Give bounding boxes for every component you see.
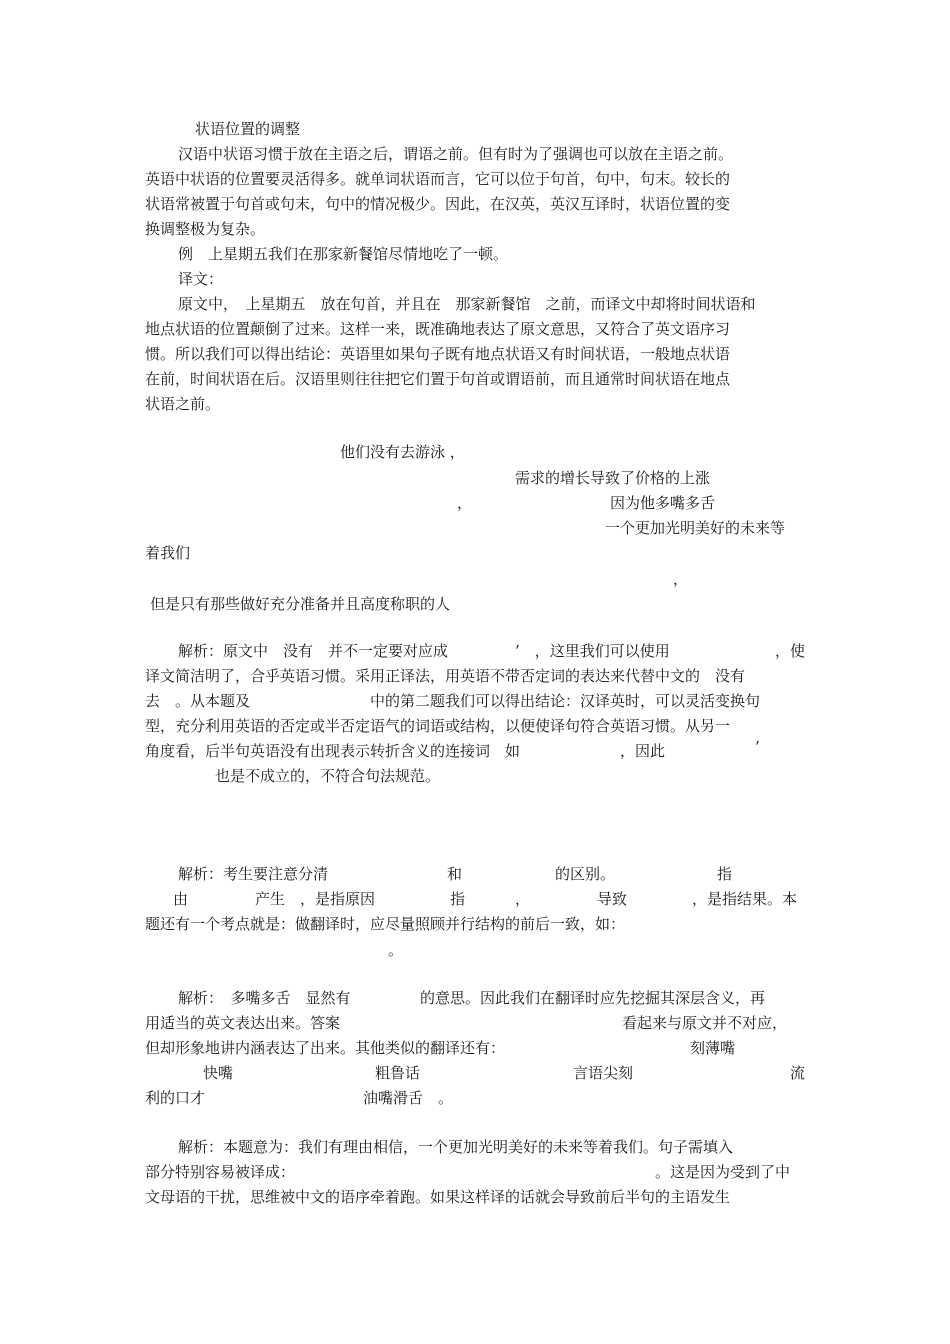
- translation-label: 译文：: [178, 270, 224, 288]
- analysis3-line-1d: 指: [717, 865, 733, 883]
- analysis3-line-2a: 由: [173, 890, 189, 908]
- analysis2-line-1c: ，使: [775, 642, 806, 660]
- analysis1-line-1: 原文中， 上星期五 放在句首，并且在 那家新餐馆 之前，而译文中却将时间状语和: [178, 295, 756, 313]
- analysis3-line-2d: ，: [515, 890, 531, 908]
- analysis4-line-4c: 言语尖刻: [573, 1064, 634, 1082]
- analysis1-line-3: 惯。所以我们可以得出结论：英语里如果句子既有地点状语又有时间状语，一般地点状语: [145, 345, 731, 363]
- analysis4-line-2b: 看起来与原文并不对应，: [622, 1014, 788, 1032]
- analysis1-line-4: 在前，时间状语在后。汉语里则往往把它们置于句首或谓语前，而且通常时间状语在地点: [145, 370, 731, 388]
- intro-line-3: 状语常被置于句首或句末，句中的情况极少。因此，在汉英，英汉互译时，状语位置的变: [145, 195, 731, 213]
- exercise-1: 他们没有去游泳 ，: [340, 443, 465, 461]
- exercise-5-comma: ，: [673, 570, 689, 588]
- exercise-3-comma: ，: [457, 494, 473, 512]
- exercise-4-part-2: 着我们: [145, 544, 191, 562]
- analysis2-line-3a: 去 。从本题及: [145, 692, 251, 710]
- analysis3-line-4: 。: [388, 941, 404, 959]
- analysis4-line-1a: 解析： 多嘴多舌 显然有: [178, 989, 351, 1007]
- analysis4-line-3a: 但却形象地讲内涵表达了出来。其他类似的翻译还有：: [145, 1039, 506, 1057]
- analysis2-line-2: 译文简洁明了，合乎英语习惯。采用正译法，用英语不带否定词的表达来代替中文的 没有: [145, 667, 746, 685]
- intro-line-1: 汉语中状语习惯于放在主语之后，谓语之前。但有时为了强调也可以放在主语之前。: [178, 145, 734, 163]
- analysis3-line-1c: 的区别。: [555, 865, 616, 883]
- analysis4-line-4a: 快嘴: [203, 1064, 234, 1082]
- analysis1-line-2: 地点状语的位置颠倒了过来。这样一来，既准确地表达了原文意思，又符合了英文语序习: [145, 320, 731, 338]
- analysis5-line-2b: 。这是因为受到了中: [655, 1163, 791, 1181]
- exercise-3: 因为他多嘴多舌: [610, 494, 716, 512]
- analysis2-line-4: 型，充分利用英语的否定或半否定语气的词语或结构，以便使译句符合英语习惯。从另一: [145, 717, 731, 735]
- analysis5-line-1: 解析：本题意为：我们有理由相信，一个更加光明美好的未来等着我们。句子需填入: [178, 1138, 734, 1156]
- exercise-5: 但是只有那些做好充分准备并且高度称职的人: [150, 595, 451, 613]
- intro-line-4: 换调整极为复杂。: [145, 220, 266, 238]
- analysis3-line-2b: 产生 ，是指原因: [255, 890, 376, 908]
- analysis5-line-3: 文母语的干扰，思维被中文的语序牵着跑。如果这样译的话就会导致前后半句的主语发生: [145, 1188, 731, 1206]
- analysis4-line-1b: 的意思。因此我们在翻译时应先挖掘其深层含义，再: [420, 989, 766, 1007]
- exercise-4-part-1: 一个更加光明美好的未来等: [605, 519, 786, 537]
- analysis2-line-6: 也是不成立的，不符合句法规范。: [215, 767, 441, 785]
- exercise-2: 需求的增长导致了价格的上涨: [515, 469, 711, 487]
- analysis4-line-3b: 刻薄嘴: [690, 1039, 736, 1057]
- analysis3-line-2c: 指: [450, 890, 466, 908]
- analysis3-line-1b: 和: [447, 865, 463, 883]
- analysis3-line-2e: 导致: [597, 890, 628, 908]
- analysis3-line-1a: 解析：考生要注意分清: [178, 865, 329, 883]
- analysis2-line-5c: ’: [755, 738, 760, 756]
- example-sentence: 例 上星期五我们在那家新餐馆尽情地吃了一顿。: [178, 245, 509, 263]
- analysis3-line-2f: ，是指结果。本: [692, 890, 798, 908]
- analysis4-line-5a: 利的口才: [145, 1089, 206, 1107]
- intro-line-2: 英语中状语的位置要灵活得多。就单词状语而言，它可以位于句首，句中，句末。较长的: [145, 170, 731, 188]
- analysis4-line-5b: 油嘴滑舌 。: [363, 1089, 454, 1107]
- analysis1-line-5: 状语之前。: [145, 395, 221, 413]
- analysis2-line-1a: 解析：原文中 没有 并不一定要对应成: [178, 642, 449, 660]
- analysis3-line-3: 题还有一个考点就是：做翻译时，应尽量照顾并行结构的前后一致，如：: [145, 915, 626, 933]
- analysis2-line-3b: 中的第二题我们可以得出结论：汉译英时，可以灵活变换句: [370, 692, 761, 710]
- analysis2-line-5b: ，因此: [620, 742, 666, 760]
- analysis4-line-2a: 用适当的英文表达出来。答案: [145, 1014, 341, 1032]
- analysis5-line-2a: 部分特别容易被译成：: [145, 1163, 296, 1181]
- analysis2-line-5a: 角度看，后半句英语没有出现表示转折含义的连接词 如: [145, 742, 521, 760]
- analysis4-line-4b: 粗鲁话: [375, 1064, 421, 1082]
- document-title: 状语位置的调整: [195, 120, 301, 138]
- analysis4-line-4d: 流: [790, 1064, 806, 1082]
- analysis2-line-1b: ’ ，这里我们可以使用: [515, 642, 670, 660]
